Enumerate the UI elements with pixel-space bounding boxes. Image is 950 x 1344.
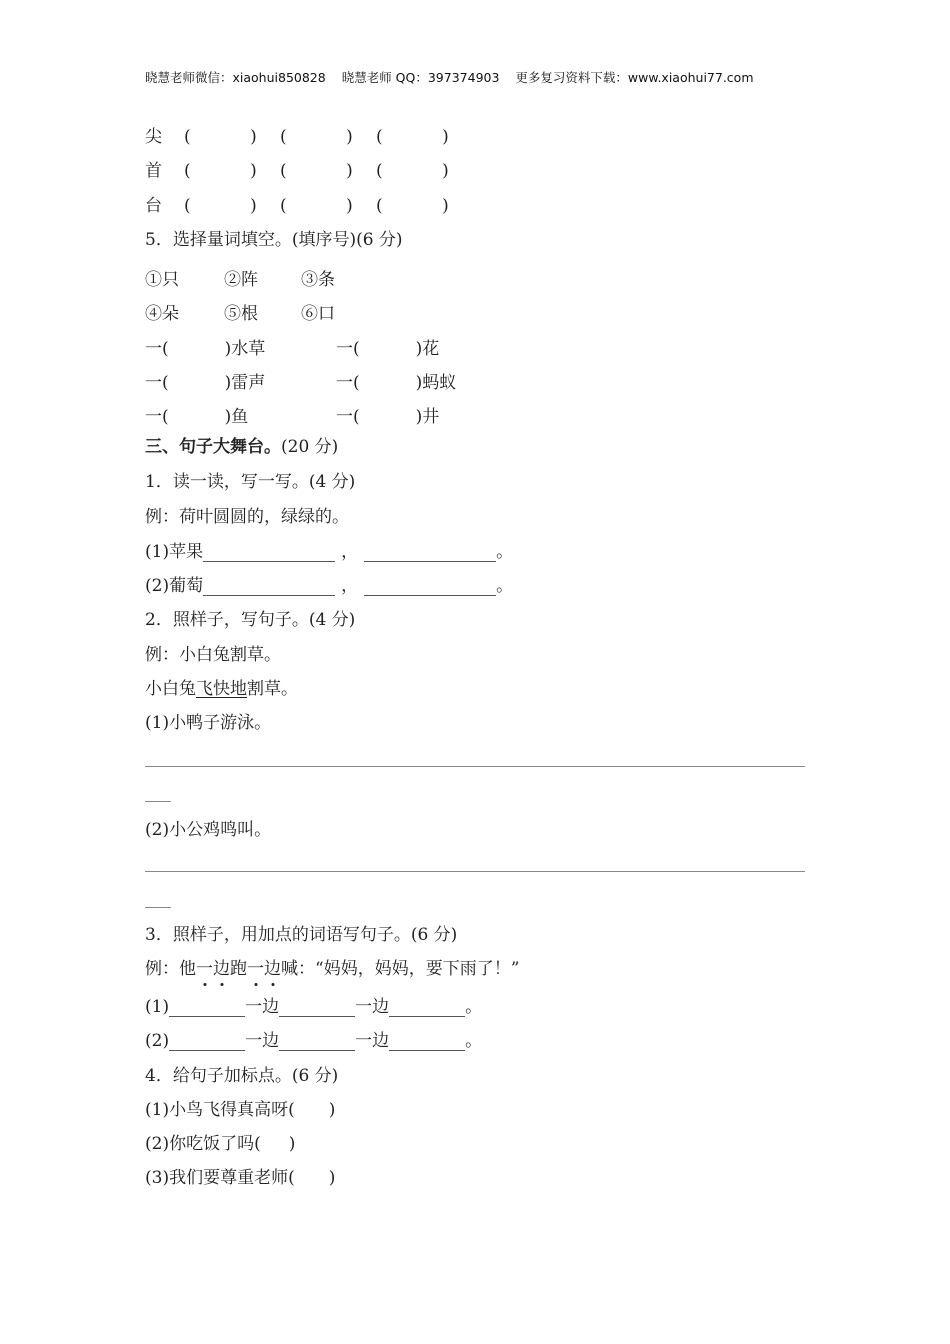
- answer-blank[interactable]: [364, 579, 496, 596]
- q5-option: ①只: [145, 270, 179, 290]
- q4-row-tai: [145, 196, 162, 216]
- header-wechat: 晓慧老师微信：xiaohui850828: [145, 70, 326, 85]
- s4-title: 4．给句子加标点。(6 分): [145, 1066, 339, 1086]
- s3-item-2: (2) 一边 一边 。: [145, 1031, 483, 1051]
- s2-item-1: (1)小鸭子游泳。: [145, 713, 272, 733]
- q4-answer-blank[interactable]: ( ): [184, 196, 257, 216]
- answer-line[interactable]: [145, 871, 805, 872]
- q4-row-shou: [145, 161, 162, 181]
- q4-char: 台: [145, 196, 162, 216]
- q5-fill-left[interactable]: 一( )雷声: [145, 373, 266, 393]
- answer-blank[interactable]: [389, 1000, 465, 1017]
- answer-blank[interactable]: [203, 545, 335, 562]
- q4-answer-blank[interactable]: ( ): [376, 127, 449, 147]
- dotted-char: 一: [196, 959, 213, 979]
- section-score: (20 分): [281, 437, 339, 457]
- answer-blank[interactable]: [389, 1034, 465, 1051]
- q4-char: 首: [145, 161, 162, 181]
- dotted-char: 一: [247, 959, 264, 979]
- dotted-char: 边: [213, 959, 230, 979]
- q5-option: ⑤根: [224, 304, 258, 324]
- s2-title: 2．照样子，写句子。(4 分): [145, 610, 356, 630]
- s3-example: 例：他一边跑一边喊：“妈妈，妈妈，要下雨了！”: [145, 959, 520, 979]
- dotted-char: 边: [264, 959, 281, 979]
- q4-answer-blank[interactable]: ( ): [376, 196, 449, 216]
- header-download: 更多复习资料下载：www.xiaohui77.com: [515, 70, 754, 85]
- s3-item-1: (1) 一边 一边 。: [145, 997, 483, 1017]
- s4-item-3[interactable]: (3)我们要尊重老师( ): [145, 1168, 336, 1188]
- q4-row-jian: [145, 127, 162, 147]
- q4-answer-blank[interactable]: ( ): [280, 196, 353, 216]
- s3-title: 3．照样子，用加点的词语写句子。(6 分): [145, 925, 458, 945]
- q5-title: 5．选择量词填空。(填序号)(6 分): [145, 230, 403, 250]
- q4-answer-blank[interactable]: ( ): [184, 127, 257, 147]
- answer-blank[interactable]: [279, 1034, 355, 1051]
- q5-fill-right[interactable]: 一( )花: [336, 339, 440, 359]
- q5-fill-right[interactable]: 一( )蚂蚁: [336, 373, 457, 393]
- s1-title: 1．读一读，写一写。(4 分): [145, 472, 356, 492]
- q5-fill-left[interactable]: 一( )水草: [145, 339, 266, 359]
- q5-fill-left[interactable]: 一( )鱼: [145, 407, 249, 427]
- q4-answer-blank[interactable]: ( ): [376, 161, 449, 181]
- answer-line-end: [145, 907, 171, 908]
- s2-item-2: (2)小公鸡鸣叫。: [145, 820, 272, 840]
- answer-blank[interactable]: [169, 1034, 245, 1051]
- q5-option: ④朵: [145, 304, 179, 324]
- section-title: 三、句子大舞台。: [145, 437, 281, 457]
- answer-blank[interactable]: [203, 579, 335, 596]
- q5-option: ③条: [301, 270, 335, 290]
- s1-item-1: (1)苹果 ， 。: [145, 542, 514, 562]
- underlined-word: 飞快地: [196, 679, 247, 699]
- s1-example: 例：荷叶圆圆的，绿绿的。: [145, 507, 349, 527]
- q5-fill-right[interactable]: 一( )井: [336, 407, 440, 427]
- page-header: [145, 68, 766, 86]
- q4-answer-blank[interactable]: ( ): [184, 161, 257, 181]
- s4-item-1[interactable]: (1)小鸟飞得真高呀( ): [145, 1100, 336, 1120]
- answer-line[interactable]: [145, 766, 805, 767]
- s1-item-2: (2)葡萄 ， 。: [145, 576, 514, 596]
- q4-answer-blank[interactable]: ( ): [280, 127, 353, 147]
- header-qq: 晓慧老师 QQ：397374903: [341, 70, 500, 85]
- s2-model-sentence: 小白兔飞快地割草。: [145, 679, 298, 699]
- answer-blank[interactable]: [364, 545, 496, 562]
- q5-option: ②阵: [224, 270, 258, 290]
- q5-option: ⑥口: [301, 304, 335, 324]
- q4-answer-blank[interactable]: ( ): [280, 161, 353, 181]
- s4-item-2[interactable]: (2)你吃饭了吗( ): [145, 1134, 296, 1154]
- answer-blank[interactable]: [169, 1000, 245, 1017]
- q4-char: 尖: [145, 127, 162, 147]
- answer-blank[interactable]: [279, 1000, 355, 1017]
- s2-example: 例：小白兔割草。: [145, 645, 281, 665]
- section-3-heading: [145, 437, 338, 457]
- answer-line-end: [145, 801, 171, 802]
